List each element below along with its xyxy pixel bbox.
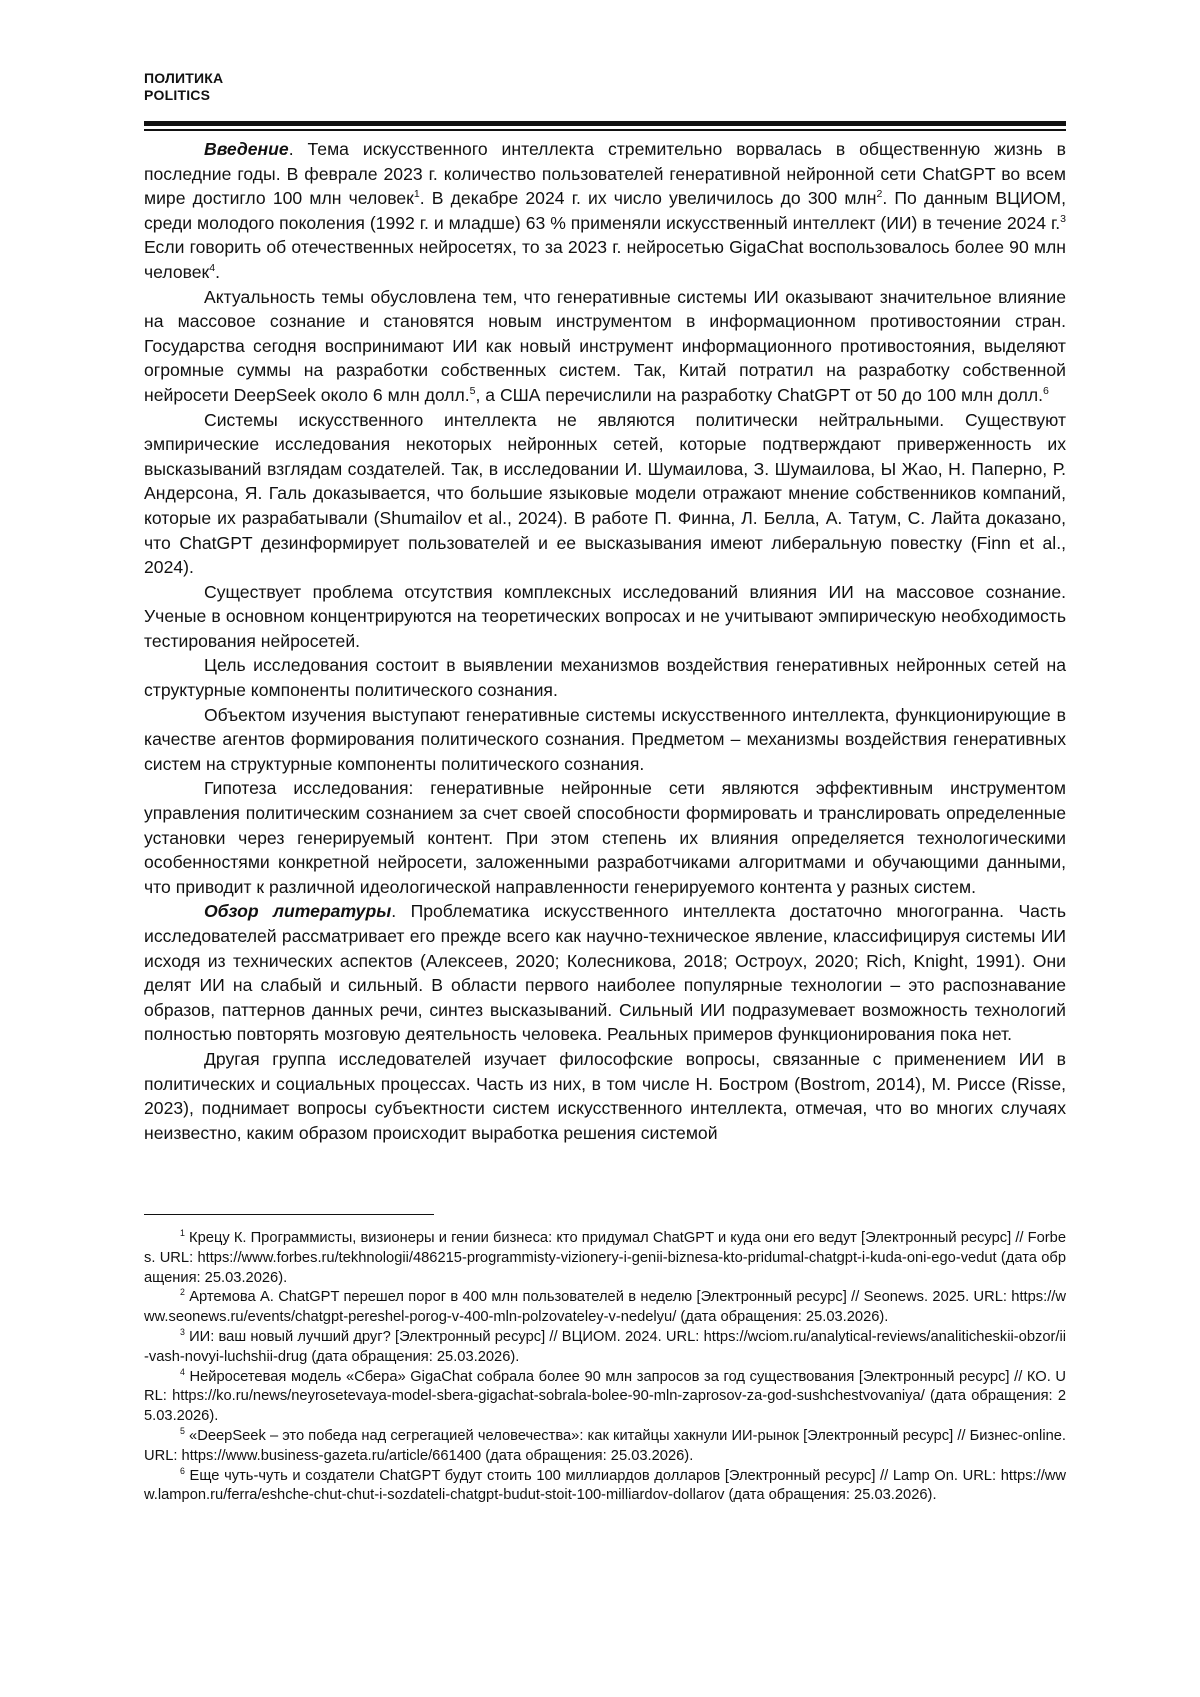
section-title-ru: ПОЛИТИКА	[144, 70, 224, 86]
header-rule-thick	[144, 121, 1066, 126]
intro-text-3: . По данным ВЦИОМ, среди молодого поколения (1992 г. и младше) 63 % применяли искусственный интеллект (ИИ) в течение 2024 г.	[144, 188, 1066, 233]
paragraph-goal: Цель исследования состоит в выявлении механизмов воздействия генеративных нейронных сетей на структурные компоненты политического сознания.	[144, 655, 1066, 701]
relevance-text-1: Актуальность темы обусловлена тем, что генеративные системы ИИ оказывают значительное влияние на массовое сознание и становятся новым инструментом в информационном противостоянии стран. Государства сегодня воспринимают ИИ как новый инструмент информационного противостояния, выделяют огромные суммы на разработки собственных систем. Так, Китай потратил на разработку собственной нейросети DeepSeek около 6 млн долл.	[144, 286, 1066, 405]
footnote-ref-4: 4	[209, 262, 216, 275]
footnote-5	[144, 1427, 1066, 1467]
paragraph-philosophy: Другая группа исследователей изучает философские вопросы, связанные с применением ИИ в политических и социальных процессах. Часть из них, в том числе Н. Бостром (Bostrom, 2014), М. Риссе (Risse, 2023), поднимает вопросы субъектности систем искусственного интеллекта, отмечая, что во многих случаях неизвестно, каким образом происходит выработка решения системой	[144, 1048, 1066, 1143]
literature-review-heading: Обзор литературы	[204, 901, 392, 922]
footnote-text: Артемова А. ChatGPT перешел порог в 400 млн пользователей в неделю [Электронный ресурс] // Seonews. 2025. URL: https://www.seonews.ru/events/chatgpt-pereshel-porog-v-400-mln-polzovateley-v-nedelyu/ (дата обращения: 25.03.2026).	[144, 1289, 1066, 1326]
footnote-number: 1	[180, 1228, 185, 1239]
footnote-4	[144, 1368, 1066, 1427]
footnote-text: Крецу К. Программисты, визионеры и гении бизнеса: кто придумал ChatGPT и куда они его ведут [Электронный ресурс] // Forbes. URL: https://www.forbes.ru/tekhnologii/486215-programmisty-vizionery-i-genii-biznesa-kto-pridumal-chatgpt-i-kuda-oni-ego-vedut (дата обращения: 25.03.2026).	[144, 1230, 1066, 1286]
paragraph-introduction	[144, 137, 1066, 285]
paragraph-literature-review	[144, 899, 1066, 1047]
literature-review-text: . Проблематика искусственного интеллекта достаточно многогранна. Часть исследователей рассматривает его прежде всего как научно-техническое явление, классифицируя системы ИИ исходя из технических аспектов (Алексеев, 2020; Колесникова, 2018; Остроух, 2020; Rich, Knight, 1991). Они делят ИИ на слабый и сильный. В области первого наиболее популярные технологии – это распознавание образов, паттернов данных речи, синтез высказываний. Сильный ИИ подразумевает возможность технологий полностью повторять мозговую деятельность человека. Реальных примеров функционирования пока нет.	[144, 901, 1066, 1045]
relevance-text-2: , а США перечислили на разработку ChatGPT от 50 до 100 млн долл.	[475, 384, 1044, 405]
footnote-ref-6: 6	[1043, 385, 1049, 398]
intro-text-4: Если говорить об отечественных нейросетях, то за 2023 г. нейросетью GigaChat воспользовалось более 90 млн человек	[144, 237, 1066, 282]
intro-text-1: . Тема искусственного интеллекта стремительно ворвалась в общественную жизнь в последние годы. В феврале 2023 г. количество пользователей генеративной нейронной сети ChatGPT во всем мире достигло 100 млн человек	[144, 139, 1066, 209]
footnote-text: ИИ: ваш новый лучший друг? [Электронный ресурс] // ВЦИОМ. 2024. URL: https://wciom.ru/analytical-reviews/analiticheskii-obzor/ii-vash-novyi-luchshii-drug (дата обращения: 25.03.2026).	[144, 1328, 1066, 1365]
section-title-en: POLITICS	[144, 87, 211, 103]
footnote-number: 5	[180, 1426, 185, 1437]
footnote-number: 4	[180, 1366, 185, 1377]
footnote-number: 2	[180, 1287, 185, 1298]
footnotes	[144, 1229, 1066, 1506]
footnote-text: Еще чуть-чуть и создатели ChatGPT будут стоить 100 миллиардов долларов [Электронный ресурс] // Lamp On. URL: https://www.lampon.ru/ferra/eshche-chut-chut-i-sozdateli-chatgpt-budut-stoit-100-milliardov-dollarov (дата обращения: 25.03.2026).	[144, 1467, 1066, 1504]
paragraph-problem: Существует проблема отсутствия комплексных исследований влияния ИИ на массовое сознание. Ученые в основном концентрируются на теоретических вопросах и не учитывают эмпирическую необходимость тестирования нейросетей.	[144, 581, 1066, 651]
footnote-text: Нейросетевая модель «Сбера» GigaChat собрала более 90 млн запросов за год существования [Электронный ресурс] // КО. URL: https://ko.ru/news/neyrosetevaya-model-sbera-gigachat-sobrala-bolee-90-mln-zaprosov-za-god-sushchestvovaniya/ (дата обращения: 25.03.2026).	[144, 1368, 1066, 1425]
footnote-number: 3	[180, 1327, 185, 1338]
introduction-heading: Введение	[204, 139, 289, 159]
footnote-3	[144, 1328, 1066, 1368]
footnote-2	[144, 1288, 1066, 1328]
footnote-separator	[144, 1214, 434, 1215]
footnote-number: 6	[180, 1465, 185, 1476]
footnote-ref-3: 3	[1060, 212, 1066, 225]
intro-text-5: .	[215, 261, 221, 282]
paragraph-hypothesis: Гипотеза исследования: генеративные нейронные сети являются эффективным инструментом управления политическим сознанием за счет своей способности формировать и транслировать определенные установки через генерируемый контент. При этом степень их влияния определяется технологическими особенностями конкретной нейросети, заложенными разработчиками алгоритмами и обучающими данными, что приводит к различной идеологической направленности генерируемого контента у разных систем.	[144, 778, 1066, 897]
paragraph-relevance	[144, 285, 1066, 408]
footnote-ref-1: 1	[413, 188, 420, 201]
footnote-ref-5: 5	[469, 385, 476, 398]
footnote-ref-2: 2	[876, 188, 883, 201]
running-head	[144, 70, 223, 104]
footnote-6	[144, 1467, 1066, 1507]
paragraph-object: Объектом изучения выступают генеративные системы искусственного интеллекта, функционирующие в качестве агентов формирования политического сознания. Предметом – механизмы воздействия генеративных систем на структурные компоненты политического сознания.	[144, 704, 1066, 774]
header-rule-thin	[144, 129, 1066, 131]
footnote-text: «DeepSeek – это победа над сегрегацией человечества»: как китайцы хакнули ИИ-рынок [Электронный ресурс] // Бизнес-online. URL: https://www.business-gazeta.ru/article/661400 (дата обращения: 25.03.2026).	[144, 1427, 1066, 1464]
intro-text-2: . В декабре 2024 г. их число увеличилось до 300 млн	[419, 188, 877, 209]
paragraph-neutrality: Системы искусственного интеллекта не являются политически нейтральными. Существуют эмпирические исследования некоторых нейронных сетей, которые подтверждают приверженность их высказываний взглядам создателей. Так, в исследовании И. Шумаилова, З. Шумаилова, Ы Жао, Н. Паперно, Р. Андерсона, Я. Галь доказывается, что большие языковые модели отражают мнение собственников компаний, которые их разрабатывали (Shumailov et al., 2024). В работе П. Финна, Л. Белла, А. Татум, С. Лайта доказано, что ChatGPT дезинформирует пользователей и ее высказывания имеют либеральную повестку (Finn et al., 2024).	[144, 409, 1066, 578]
article-body	[144, 137, 1066, 1145]
footnote-1	[144, 1229, 1066, 1288]
